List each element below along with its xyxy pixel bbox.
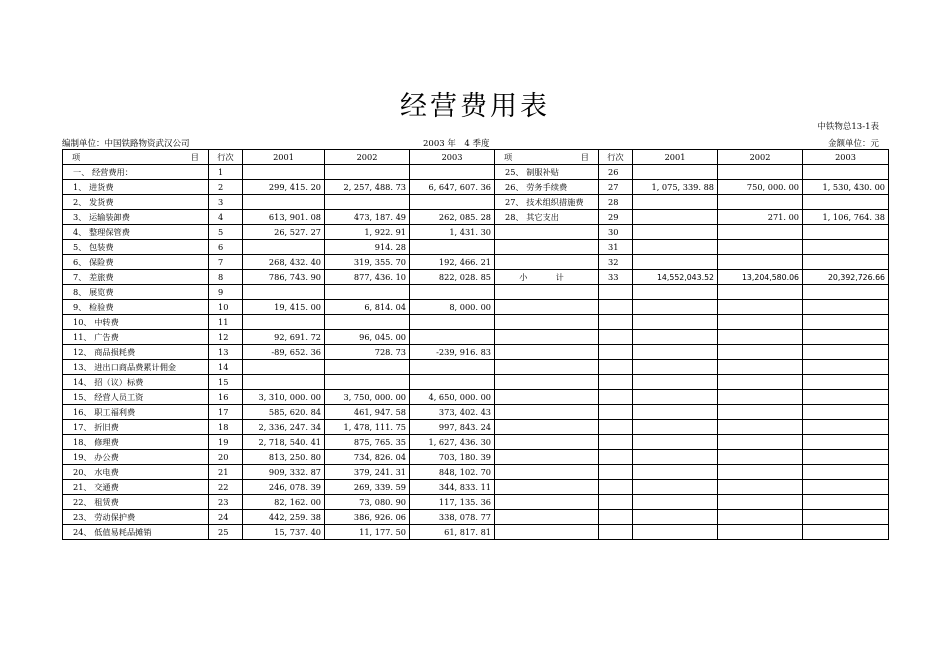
left-value-2001: 786, 743. 90 xyxy=(243,270,325,285)
right-line-no xyxy=(599,315,633,330)
left-item-name: 12、 商品损耗费 xyxy=(63,345,209,360)
left-line-no: 18 xyxy=(209,420,243,435)
left-value-2001: 585, 620. 84 xyxy=(243,405,325,420)
table-row xyxy=(63,510,889,525)
right-value-2001 xyxy=(633,285,718,300)
right-value-2003 xyxy=(803,390,889,405)
left-value-2003 xyxy=(410,165,495,180)
left-item-name: 9、 检验费 xyxy=(63,300,209,315)
left-value-2003: 703, 180. 39 xyxy=(410,450,495,465)
left-value-2002 xyxy=(325,195,410,210)
right-value-2001 xyxy=(633,435,718,450)
table-row xyxy=(63,375,889,390)
right-value-2003 xyxy=(803,360,889,375)
left-item-name: 17、 折旧费 xyxy=(63,420,209,435)
table-body xyxy=(63,150,889,540)
left-value-2002: 3, 750, 000. 00 xyxy=(325,390,410,405)
right-value-2003 xyxy=(803,225,889,240)
left-item-name: 21、 交通费 xyxy=(63,480,209,495)
right-value-2003 xyxy=(803,240,889,255)
left-line-no: 22 xyxy=(209,480,243,495)
right-line-no xyxy=(599,450,633,465)
left-value-2003 xyxy=(410,285,495,300)
left-item-name: 4、 整理保管费 xyxy=(63,225,209,240)
left-item-name: 14、 招（议）标费 xyxy=(63,375,209,390)
table-row xyxy=(63,405,889,420)
left-item-name: 6、 保险费 xyxy=(63,255,209,270)
right-line-no: 30 xyxy=(599,225,633,240)
right-value-2001 xyxy=(633,495,718,510)
right-value-2001 xyxy=(633,240,718,255)
table-row xyxy=(63,225,889,240)
right-value-2001 xyxy=(633,525,718,540)
page-title: 经营费用表 xyxy=(400,91,550,122)
right-value-2002: 13,204,580.06 xyxy=(718,270,803,285)
right-value-2001 xyxy=(633,195,718,210)
header-2003-right: 2003 xyxy=(803,150,889,165)
left-item-name: 8、 展览费 xyxy=(63,285,209,300)
left-value-2001 xyxy=(243,285,325,300)
left-value-2002: 1, 922. 91 xyxy=(325,225,410,240)
right-value-2001 xyxy=(633,480,718,495)
right-item-name xyxy=(495,435,599,450)
left-value-2003: 373, 402. 43 xyxy=(410,405,495,420)
table-row xyxy=(63,330,889,345)
left-value-2003 xyxy=(410,330,495,345)
right-value-2003 xyxy=(803,300,889,315)
right-line-no xyxy=(599,435,633,450)
left-value-2003 xyxy=(410,195,495,210)
right-line-no xyxy=(599,525,633,540)
left-value-2002: 73, 080. 90 xyxy=(325,495,410,510)
table-row xyxy=(63,285,889,300)
left-value-2001 xyxy=(243,315,325,330)
left-line-no: 3 xyxy=(209,195,243,210)
left-value-2003: 1, 431. 30 xyxy=(410,225,495,240)
left-value-2001: 92, 691. 72 xyxy=(243,330,325,345)
left-value-2003: 6, 647, 607. 36 xyxy=(410,180,495,195)
right-line-no: 26 xyxy=(599,165,633,180)
left-value-2002: 914. 28 xyxy=(325,240,410,255)
right-item-name xyxy=(495,465,599,480)
right-value-2001 xyxy=(633,390,718,405)
header-2002-right: 2002 xyxy=(718,150,803,165)
left-value-2002: 269, 339. 59 xyxy=(325,480,410,495)
left-item-name: 11、 广告费 xyxy=(63,330,209,345)
left-value-2001: 299, 415. 20 xyxy=(243,180,325,195)
right-line-no: 32 xyxy=(599,255,633,270)
right-value-2002 xyxy=(718,420,803,435)
left-value-2002 xyxy=(325,375,410,390)
right-item-name xyxy=(495,480,599,495)
left-item-name: 18、 修理费 xyxy=(63,435,209,450)
left-value-2003: 848, 102. 70 xyxy=(410,465,495,480)
right-item-name: 27、 技术组织措施费 xyxy=(495,195,599,210)
left-line-no: 7 xyxy=(209,255,243,270)
left-line-no: 20 xyxy=(209,450,243,465)
left-item-name: 20、 水电费 xyxy=(63,465,209,480)
left-line-no: 2 xyxy=(209,180,243,195)
right-value-2002 xyxy=(718,435,803,450)
right-value-2002 xyxy=(718,195,803,210)
right-item-name xyxy=(495,330,599,345)
left-value-2001: 442, 259. 38 xyxy=(243,510,325,525)
left-line-no: 4 xyxy=(209,210,243,225)
right-value-2002 xyxy=(718,240,803,255)
header-2002-left: 2002 xyxy=(325,150,410,165)
right-value-2003 xyxy=(803,510,889,525)
org-label: 编制单位：中国铁路物资武汉公司 xyxy=(62,139,190,149)
left-value-2003 xyxy=(410,240,495,255)
right-value-2002 xyxy=(718,300,803,315)
left-value-2001: 19, 415. 00 xyxy=(243,300,325,315)
table-row xyxy=(63,210,889,225)
left-item-name: 15、 经营人员工资 xyxy=(63,390,209,405)
right-line-no xyxy=(599,495,633,510)
right-value-2001 xyxy=(633,315,718,330)
right-item-name xyxy=(495,225,599,240)
left-value-2001 xyxy=(243,240,325,255)
left-value-2003 xyxy=(410,375,495,390)
right-line-no: 29 xyxy=(599,210,633,225)
left-value-2002: 728. 73 xyxy=(325,345,410,360)
left-value-2002 xyxy=(325,285,410,300)
right-item-name: 25、 制服补贴 xyxy=(495,165,599,180)
right-value-2002 xyxy=(718,360,803,375)
right-value-2002 xyxy=(718,450,803,465)
right-value-2002 xyxy=(718,390,803,405)
table-row xyxy=(63,495,889,510)
table-row xyxy=(63,360,889,375)
right-value-2001 xyxy=(633,375,718,390)
left-value-2002 xyxy=(325,315,410,330)
table-row xyxy=(63,390,889,405)
left-value-2002: 379, 241. 31 xyxy=(325,465,410,480)
table-row xyxy=(63,525,889,540)
right-value-2003 xyxy=(803,315,889,330)
right-value-2001 xyxy=(633,405,718,420)
left-value-2003: 822, 028. 85 xyxy=(410,270,495,285)
right-value-2002 xyxy=(718,345,803,360)
right-value-2001 xyxy=(633,450,718,465)
right-line-no: 27 xyxy=(599,180,633,195)
left-line-no: 17 xyxy=(209,405,243,420)
right-value-2003 xyxy=(803,345,889,360)
left-value-2001: 82, 162. 00 xyxy=(243,495,325,510)
right-value-2003 xyxy=(803,330,889,345)
left-item-name: 3、 运输装卸费 xyxy=(63,210,209,225)
right-line-no xyxy=(599,300,633,315)
right-value-2003 xyxy=(803,480,889,495)
right-item-name xyxy=(495,240,599,255)
left-value-2002: 2, 257, 488. 73 xyxy=(325,180,410,195)
left-item-name: 10、 中转费 xyxy=(63,315,209,330)
left-item-name: 23、 劳动保护费 xyxy=(63,510,209,525)
left-value-2001: -89, 652. 36 xyxy=(243,345,325,360)
header-item-last-char: 目 xyxy=(580,151,589,162)
left-line-no: 8 xyxy=(209,270,243,285)
left-value-2001: 26, 527. 27 xyxy=(243,225,325,240)
right-value-2001 xyxy=(633,330,718,345)
header-2003-left: 2003 xyxy=(410,150,495,165)
left-line-no: 15 xyxy=(209,375,243,390)
right-value-2001 xyxy=(633,225,718,240)
right-item-name xyxy=(495,390,599,405)
left-line-no: 23 xyxy=(209,495,243,510)
left-value-2003: 192, 466. 21 xyxy=(410,255,495,270)
left-value-2002: 877, 436. 10 xyxy=(325,270,410,285)
right-value-2003 xyxy=(803,435,889,450)
right-value-2003 xyxy=(803,285,889,300)
left-value-2003: 1, 627, 436. 30 xyxy=(410,435,495,450)
left-line-no: 9 xyxy=(209,285,243,300)
left-value-2002: 734, 826. 04 xyxy=(325,450,410,465)
left-item-name: 7、 差旅费 xyxy=(63,270,209,285)
header-2001-left: 2001 xyxy=(243,150,325,165)
left-item-name: 19、 办公费 xyxy=(63,450,209,465)
left-value-2002: 875, 765. 35 xyxy=(325,435,410,450)
left-value-2002: 461, 947. 58 xyxy=(325,405,410,420)
left-value-2002: 473, 187. 49 xyxy=(325,210,410,225)
left-value-2003: 117, 135. 36 xyxy=(410,495,495,510)
right-item-name xyxy=(495,255,599,270)
right-line-no xyxy=(599,360,633,375)
right-value-2002 xyxy=(718,255,803,270)
left-value-2001: 909, 332. 87 xyxy=(243,465,325,480)
left-line-no: 13 xyxy=(209,345,243,360)
right-line-no: 31 xyxy=(599,240,633,255)
left-value-2002: 319, 355. 70 xyxy=(325,255,410,270)
right-item-name xyxy=(495,420,599,435)
left-value-2003: 8, 000. 00 xyxy=(410,300,495,315)
left-value-2001: 15, 737. 40 xyxy=(243,525,325,540)
right-item-name xyxy=(495,525,599,540)
right-item-name xyxy=(495,510,599,525)
right-line-no xyxy=(599,405,633,420)
table-row xyxy=(63,450,889,465)
left-item-name: 13、 进出口商品费累计佣金 xyxy=(63,360,209,375)
right-line-no xyxy=(599,375,633,390)
left-value-2001: 246, 078. 39 xyxy=(243,480,325,495)
right-line-no xyxy=(599,285,633,300)
left-value-2002: 386, 926. 06 xyxy=(325,510,410,525)
left-value-2002 xyxy=(325,360,410,375)
right-value-2002 xyxy=(718,495,803,510)
right-line-no: 33 xyxy=(599,270,633,285)
left-item-name: 2、 发货费 xyxy=(63,195,209,210)
right-value-2003 xyxy=(803,255,889,270)
left-line-no: 5 xyxy=(209,225,243,240)
right-value-2003: 1, 530, 430. 00 xyxy=(803,180,889,195)
left-value-2003: 338, 078. 77 xyxy=(410,510,495,525)
right-value-2001: 14,552,043.52 xyxy=(633,270,718,285)
table-row xyxy=(63,345,889,360)
left-value-2003: 344, 833. 11 xyxy=(410,480,495,495)
right-line-no xyxy=(599,330,633,345)
table-row xyxy=(63,180,889,195)
right-value-2002 xyxy=(718,315,803,330)
right-value-2002 xyxy=(718,375,803,390)
left-line-no: 11 xyxy=(209,315,243,330)
left-item-name: 一、 经营费用： xyxy=(63,165,209,180)
left-value-2001: 2, 336, 247. 34 xyxy=(243,420,325,435)
right-value-2001 xyxy=(633,345,718,360)
left-item-name: 16、 职工福利费 xyxy=(63,405,209,420)
header-item-last-char: 目 xyxy=(190,151,199,162)
left-value-2002: 96, 045. 00 xyxy=(325,330,410,345)
right-item-name xyxy=(495,375,599,390)
left-value-2001: 813, 250. 80 xyxy=(243,450,325,465)
right-value-2002 xyxy=(718,285,803,300)
left-value-2003: 4, 650, 000. 00 xyxy=(410,390,495,405)
header-2001-right: 2001 xyxy=(633,150,718,165)
table-row xyxy=(63,315,889,330)
right-value-2003 xyxy=(803,165,889,180)
right-line-no xyxy=(599,465,633,480)
right-item-name xyxy=(495,300,599,315)
left-value-2001: 268, 432. 40 xyxy=(243,255,325,270)
left-value-2001: 2, 718, 540. 41 xyxy=(243,435,325,450)
right-value-2001 xyxy=(633,300,718,315)
left-value-2002: 6, 814. 04 xyxy=(325,300,410,315)
left-line-no: 16 xyxy=(209,390,243,405)
right-line-no xyxy=(599,420,633,435)
header-line-no-right: 行次 xyxy=(599,150,633,165)
right-item-name xyxy=(495,315,599,330)
table-row xyxy=(63,465,889,480)
left-value-2002: 11, 177. 50 xyxy=(325,525,410,540)
right-value-2002: 271. 00 xyxy=(718,210,803,225)
right-value-2003 xyxy=(803,450,889,465)
right-value-2003 xyxy=(803,375,889,390)
table-row xyxy=(63,270,889,285)
left-item-name: 1、 进货费 xyxy=(63,180,209,195)
right-value-2001 xyxy=(633,210,718,225)
left-line-no: 12 xyxy=(209,330,243,345)
right-line-no xyxy=(599,510,633,525)
right-line-no: 28 xyxy=(599,195,633,210)
left-line-no: 14 xyxy=(209,360,243,375)
table-row xyxy=(63,195,889,210)
left-value-2003 xyxy=(410,360,495,375)
right-value-2003 xyxy=(803,465,889,480)
left-item-name: 24、 低值易耗品摊销 xyxy=(63,525,209,540)
right-line-no xyxy=(599,480,633,495)
left-item-name: 5、 包装费 xyxy=(63,240,209,255)
header-row xyxy=(63,150,889,165)
right-value-2002 xyxy=(718,330,803,345)
right-item-name: 26、 劳务手续费 xyxy=(495,180,599,195)
right-value-2003 xyxy=(803,420,889,435)
right-value-2002 xyxy=(718,225,803,240)
right-line-no xyxy=(599,390,633,405)
right-value-2001: 1, 075, 339. 88 xyxy=(633,180,718,195)
right-item-name: 小 计 xyxy=(495,270,599,285)
right-value-2002 xyxy=(718,405,803,420)
header-line-no-left: 行次 xyxy=(209,150,243,165)
left-value-2001 xyxy=(243,165,325,180)
header-item-right xyxy=(495,150,599,165)
left-line-no: 1 xyxy=(209,165,243,180)
left-value-2001 xyxy=(243,360,325,375)
right-value-2002: 750, 000. 00 xyxy=(718,180,803,195)
table-row xyxy=(63,300,889,315)
left-value-2003: 997, 843. 24 xyxy=(410,420,495,435)
right-value-2001 xyxy=(633,510,718,525)
left-line-no: 25 xyxy=(209,525,243,540)
table-row xyxy=(63,165,889,180)
table-row xyxy=(63,480,889,495)
right-value-2001 xyxy=(633,465,718,480)
left-value-2001 xyxy=(243,375,325,390)
right-value-2001 xyxy=(633,165,718,180)
left-line-no: 24 xyxy=(209,510,243,525)
right-value-2002 xyxy=(718,510,803,525)
right-value-2002 xyxy=(718,465,803,480)
unit-label: 金额单位：元 xyxy=(827,139,879,149)
period-label: 2003 年 4 季度 xyxy=(423,139,490,149)
left-line-no: 19 xyxy=(209,435,243,450)
right-item-name xyxy=(495,495,599,510)
left-value-2002 xyxy=(325,165,410,180)
right-item-name xyxy=(495,345,599,360)
left-value-2003 xyxy=(410,315,495,330)
left-value-2001: 3, 310, 000. 00 xyxy=(243,390,325,405)
right-value-2001 xyxy=(633,360,718,375)
table-row xyxy=(63,240,889,255)
right-value-2003 xyxy=(803,195,889,210)
left-line-no: 6 xyxy=(209,240,243,255)
right-item-name xyxy=(495,285,599,300)
right-item-name xyxy=(495,405,599,420)
right-line-no xyxy=(599,345,633,360)
right-value-2002 xyxy=(718,525,803,540)
table-row xyxy=(63,255,889,270)
table-row xyxy=(63,435,889,450)
left-value-2002: 1, 478, 111. 75 xyxy=(325,420,410,435)
left-value-2003: 61, 817. 81 xyxy=(410,525,495,540)
header-item-first-char: 项 xyxy=(504,151,513,162)
right-item-name xyxy=(495,360,599,375)
left-line-no: 10 xyxy=(209,300,243,315)
left-value-2003: -239, 916. 83 xyxy=(410,345,495,360)
right-value-2002 xyxy=(718,480,803,495)
right-value-2001 xyxy=(633,255,718,270)
right-item-name: 28、 其它支出 xyxy=(495,210,599,225)
left-value-2001: 613, 901. 08 xyxy=(243,210,325,225)
right-value-2003: 1, 106, 764. 38 xyxy=(803,210,889,225)
right-value-2003 xyxy=(803,405,889,420)
left-item-name: 22、 租赁费 xyxy=(63,495,209,510)
header-item-first-char: 项 xyxy=(72,151,81,162)
left-value-2001 xyxy=(243,195,325,210)
right-value-2001 xyxy=(633,420,718,435)
left-line-no: 21 xyxy=(209,465,243,480)
left-value-2003: 262, 085. 28 xyxy=(410,210,495,225)
table-row xyxy=(63,420,889,435)
right-value-2003: 20,392,726.66 xyxy=(803,270,889,285)
right-value-2002 xyxy=(718,165,803,180)
expense-table xyxy=(62,149,889,540)
right-value-2003 xyxy=(803,525,889,540)
right-item-name xyxy=(495,450,599,465)
header-item-left xyxy=(63,150,209,165)
right-value-2003 xyxy=(803,495,889,510)
form-code: 中铁物总13-1表 xyxy=(817,122,879,132)
